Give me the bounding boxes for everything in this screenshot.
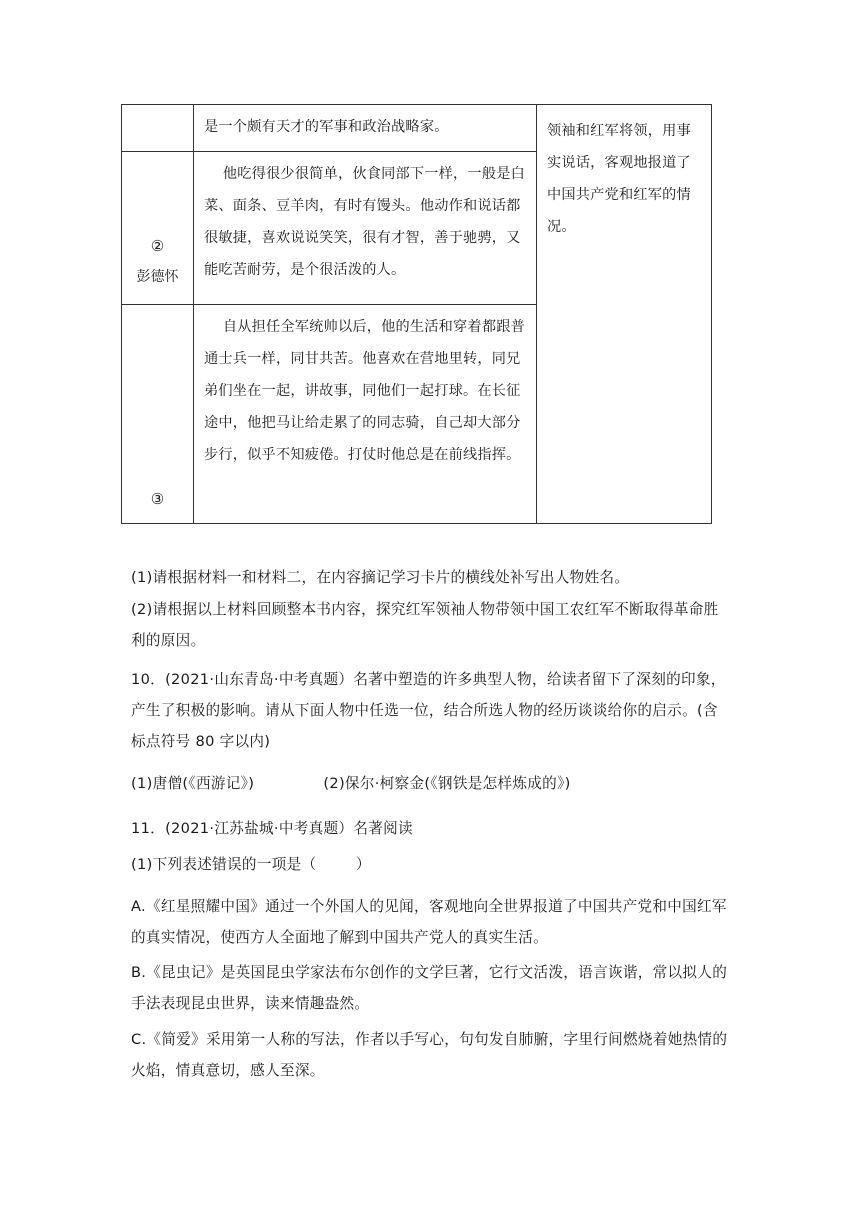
content-text-3: 自从担任全军统帅以后，他的生活和穿着都跟普通士兵一样，同甘共苦。他喜欢在营地里转，同兄弟们坐在一起，讲故事，同他们一起打球。在长征途中，他把马让给走累了的同志骑，自己却大部分步行，似乎不知疲倦。打仗时他总是在前线指挥。 (204, 319, 525, 463)
question-11-part-1: (1)下列表述错误的一项是（ ） (131, 856, 371, 873)
content-text-1: 是一个颇有天才的军事和政治战略家。 (204, 119, 449, 135)
name-cell-1 (122, 105, 194, 152)
question-9-part-2: (2)请根据以上材料回顾整本书内容，探究红军领袖人物带领中国工农红军不断取得革命胜利的原因。 (131, 601, 719, 649)
question-10: 10．(2021·山东青岛·中考真题）名著中塑造的许多典型人物，给读者留下了深刻的印象，产生了积极的影响。请从下面人物中任选一位，结合所选人物的经历谈谈给你的启示。(含标点符号 80 字以内) (131, 671, 726, 750)
row-number-3: ③ (150, 490, 165, 508)
question-9-part-1: (1)请根据材料一和材料二，在内容摘记学习卡片的横线处补写出人物姓名。 (131, 569, 630, 586)
summary-cell (537, 105, 712, 524)
name-cell-2 (122, 152, 194, 305)
option-a: A.《红星照耀中国》通过一个外国人的见闻，客观地向全世界报道了中国共产党和中国红军的真实情况，使西方人全面地了解到中国共产党人的真实生活。 (131, 898, 727, 946)
content-cell-3 (194, 305, 537, 524)
reading-card-table (121, 104, 712, 524)
option-c: C.《简爱》采用第一人称的写法，作者以手写心，句句发自肺腑，字里行间燃烧着她热情的火焰，情真意切，感人至深。 (131, 1031, 728, 1079)
content-text-2: 他吃得很少很简单，伙食同部下一样，一般是白菜、面条、豆羊肉，有时有馒头。他动作和说话都很敏捷，喜欢说说笑笑，很有才智，善于驰骋，又能吃苦耐劳，是个很活泼的人。 (204, 166, 525, 278)
question-11: 11．(2021·江苏盐城·中考真题）名著阅读 (131, 820, 413, 837)
person-name-2: 彭德怀 (136, 269, 179, 285)
summary-text: 领袖和红军将领，用事实说话，客观地报道了中国共产党和红军的情况。 (547, 123, 691, 235)
name-cell-3 (122, 305, 194, 524)
row-number-2: ② (150, 237, 165, 255)
content-cell-2 (194, 152, 537, 305)
question-10-options: (1)唐僧(《西游记》) (2)保尔·柯察金(《钢铁是怎样炼成的》) (131, 775, 571, 792)
table-row (122, 105, 712, 152)
option-b: B.《昆虫记》是英国昆虫学家法布尔创作的文学巨著，它行文活泼，语言诙谐，常以拟人的手法表现昆虫世界，读来情趣盎然。 (131, 964, 728, 1012)
content-cell-1 (194, 105, 537, 152)
